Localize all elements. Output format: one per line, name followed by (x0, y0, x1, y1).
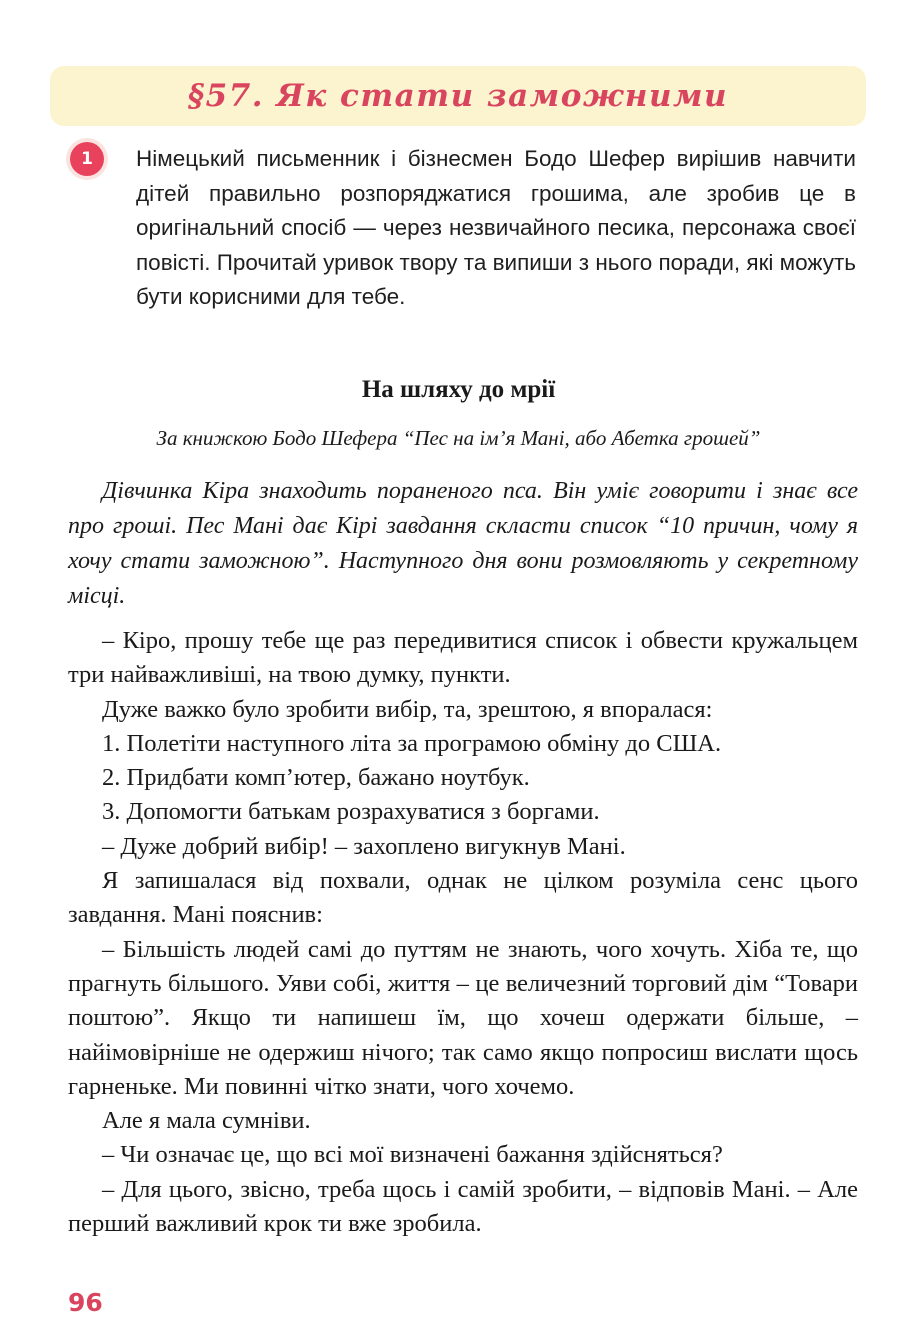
story-intro: Дівчинка Кіра знаходить пораненого пса. Він уміє говорити і знає все про гроші. Пес Мані дає Кірі завдання скласти список “10 причин, чому я хочу стати заможною”. Наступного дня вони розмовляють у секретному місці. (68, 478, 858, 609)
page-number: 96 (68, 1288, 103, 1317)
story-source: За книжкою Бодо Шефера “Пес на ім’я Мані, або Абетка грошей” (156, 426, 761, 450)
task-number-badge: 1 (70, 142, 104, 176)
list-item: 2. Придбати комп’ютер, бажано ноутбук. (102, 764, 530, 792)
paragraph: Але я мала сумніви. (102, 1107, 311, 1135)
paragraph: – Дуже добрий вибір! – захоплено вигукнув Мані. (102, 832, 626, 860)
paragraph: – Для цього, звісно, треба щось і самій зробити, – відповів Мані. – Але перший важливий крок ти вже зробила. (68, 1175, 858, 1238)
story-title: На шляху до мрії (361, 376, 556, 403)
story-body (68, 622, 858, 1241)
paragraph: Я запишалася від похвали, однак не цілком розуміла сенс цього завдання. Мані пояснив: (68, 867, 858, 929)
paragraph: – Більшість людей самі до путтям не знають, чого хочуть. Хіба те, що прагнуть більшого. Уяви собі, життя – це величезний торговий дім “Товари поштою”. Якщо ти напишеш їм, що хочеш одержати більше, – найімовірніше не одержиш нічого; так само якщо попросиш вислати щось гарненьке. Ми повинні чітко знати, чого хочемо. (68, 935, 858, 1100)
paragraph: – Кіро, прошу тебе ще раз передивитися список і обвести кружальцем три найважливіші, на твою думку, пункти. (68, 627, 858, 689)
paragraph: Дуже важко було зробити вибір, та, зрештою, я впоралася: (102, 695, 713, 723)
section-title: §57. Як стати заможними (187, 78, 729, 114)
list-item: 3. Допомогти батькам розрахуватися з боргами. (102, 798, 600, 826)
list-item: 1. Полетіти наступного літа за програмою обміну до США. (102, 729, 722, 757)
section-title-banner (50, 66, 866, 126)
paragraph: – Чи означає це, що всі мої визначені бажання здійсняться? (102, 1141, 723, 1169)
task-instructions: Німецький письменник і бізнесмен Бодо Шефер вирішив навчити дітей правильно розпоряджатися грошима, але зробив це в оригінальний спосіб — через незвичайного песика, персонажа своєї повісті. Прочитай уривок твору та випиши з нього поради, які можуть бути корисними для тебе. (136, 146, 856, 310)
